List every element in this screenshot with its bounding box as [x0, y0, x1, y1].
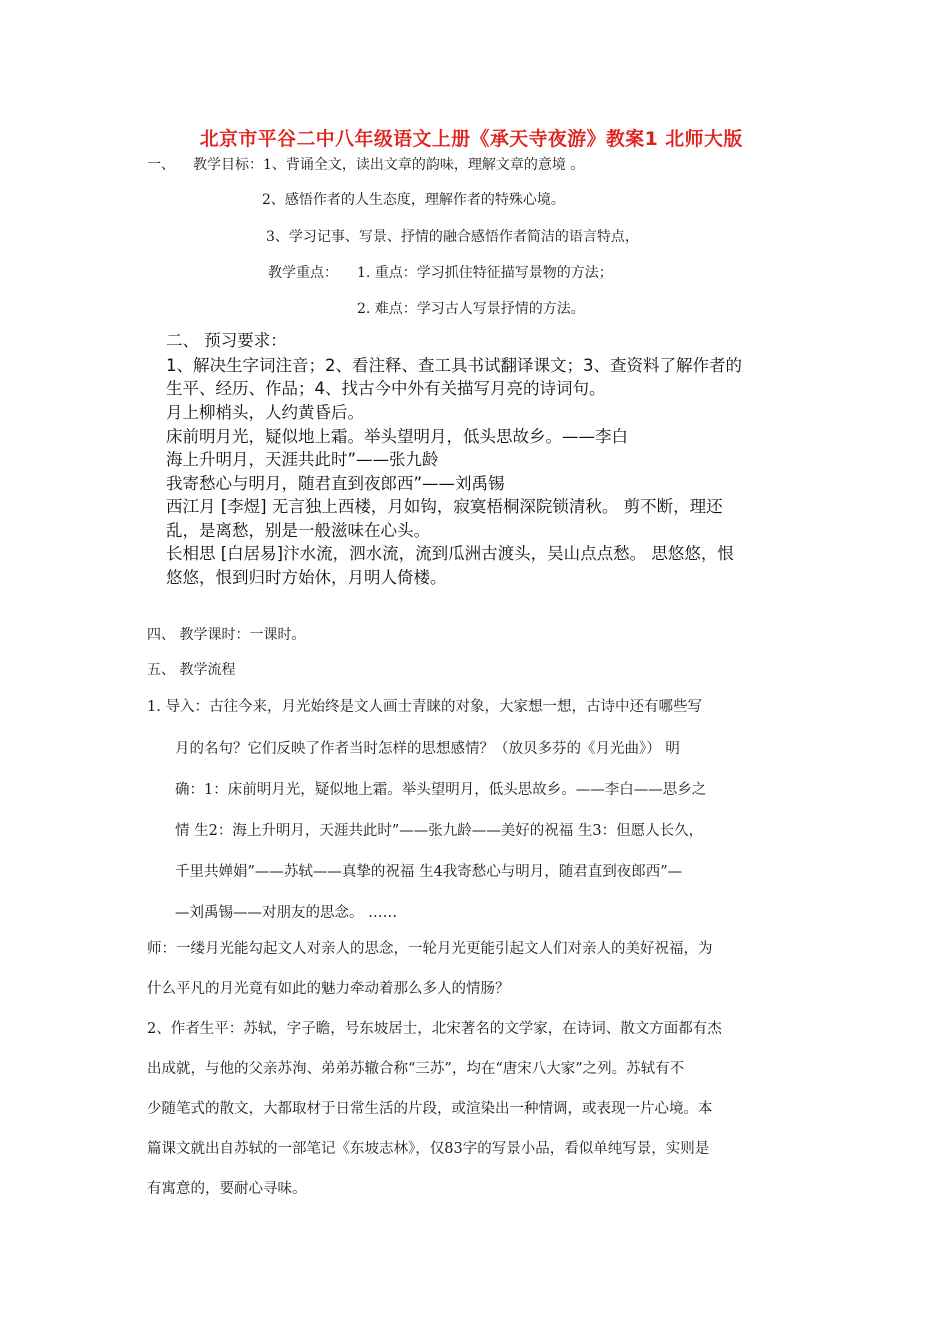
intro-line-3: 确：1：床前明月光，疑似地上霜。举头望明月，低头思故乡。——李白——思乡之 [175, 782, 707, 798]
preview-heading: 二、 预习要求： [166, 331, 287, 350]
document-title: 北京市平谷二中八年级语文上册《承天寺夜游》教案1 北师大版 [199, 128, 743, 150]
author-line-1: 2、作者生平：苏轼，字子瞻，号东坡居士，北宋著名的文学家，在诗词、散文方面都有杰 [147, 1021, 722, 1037]
poem-line-5b: 乱，是离愁，别是一般滋味在心头。 [166, 521, 430, 540]
author-line-2: 出成就，与他的父亲苏洵、弟弟苏辙合称“三苏”，均在“唐宋八大家”之列。苏轼有不 [147, 1061, 685, 1077]
preview-paragraph-line-1: 1、解决生字词注音；2、看注释、查工具书试翻译课文；3、查资料了解作者的 [166, 356, 742, 375]
author-line-3: 少随笔式的散文，大都取材于日常生活的片段，或渲染出一种情调，或表现一片心境。本 [147, 1101, 713, 1117]
lesson-time: 四、 教学课时：一课时。 [147, 627, 306, 643]
poem-line-6b: 悠悠，恨到归时方始休，月明人倚楼。 [166, 568, 447, 587]
poem-line-2: 床前明月光，疑似地上霜。举头望明月，低头思故乡。——李白 [166, 427, 628, 446]
poem-line-4: 我寄愁心与明月，随君直到夜郎西”——刘禹锡 [166, 474, 505, 493]
focus-item-1: 1. 重点：学习抓住特征描写景物的方法； [357, 265, 613, 281]
intro-line-5: 千里共婵娟”——苏轼——真挚的祝福 生4我寄愁心与明月，随君直到夜郎西”— [175, 864, 683, 880]
intro-line-2: 月的名句？它们反映了作者当时怎样的思想感情？（放贝多芬的《月光曲》） 明 [175, 741, 680, 757]
objectives-line-2: 2、感悟作者的人生态度，理解作者的特殊心境。 [262, 192, 565, 208]
poem-line-3: 海上升明月，天涯共此时”——张九龄 [166, 450, 439, 469]
author-line-4: 篇课文就出自苏轼的一部笔记《东坡志林》，仅83字的写景小品，看似单纯写景，实则是 [147, 1141, 710, 1157]
focus-item-2: 2. 难点：学习古人写景抒情的方法。 [357, 301, 585, 317]
preview-paragraph-line-2: 生平、经历、作品；4、找古今中外有关描写月亮的诗词句。 [166, 379, 606, 398]
intro-line-6: —刘禹锡——对朋友的思念。 …… [175, 905, 398, 921]
poem-line-1: 月上柳梢头，人约黄昏后。 [166, 403, 364, 422]
objectives-number: 一、 [147, 157, 175, 173]
focus-label: 教学重点： [268, 265, 338, 281]
teacher-line-1: 师：一缕月光能勾起文人对亲人的思念，一轮月光更能引起文人们对亲人的美好祝福，为 [147, 941, 713, 957]
process-heading: 五、 教学流程 [147, 662, 236, 678]
teacher-line-2: 什么平凡的月光竟有如此的魅力牵动着那么多人的情肠？ [147, 981, 510, 997]
poem-line-6a: 长相思 [白居易]汴水流，泗水流，流到瓜洲古渡头，吴山点点愁。 思悠悠，恨 [166, 544, 734, 563]
intro-line-1: 1. 导入：古往今来，月光始终是文人画士青睐的对象，大家想一想，古诗中还有哪些写 [147, 699, 702, 715]
poem-line-5a: 西江月 [李煜] 无言独上西楼，月如钩，寂寞梧桐深院锁清秋。 剪不断，理还 [166, 497, 723, 516]
author-line-5: 有寓意的，要耐心寻味。 [147, 1181, 307, 1197]
intro-line-4: 情 生2：海上升明月，天涯共此时”——张九龄——美好的祝福 生3：但愿人长久， [175, 823, 704, 839]
objectives-line-1: 教学目标：1、背诵全文，读出文章的韵味，理解文章的意境 。 [193, 157, 585, 173]
objectives-line-3: 3、学习记事、写景、抒情的融合感悟作者简洁的语言特点， [266, 229, 639, 245]
